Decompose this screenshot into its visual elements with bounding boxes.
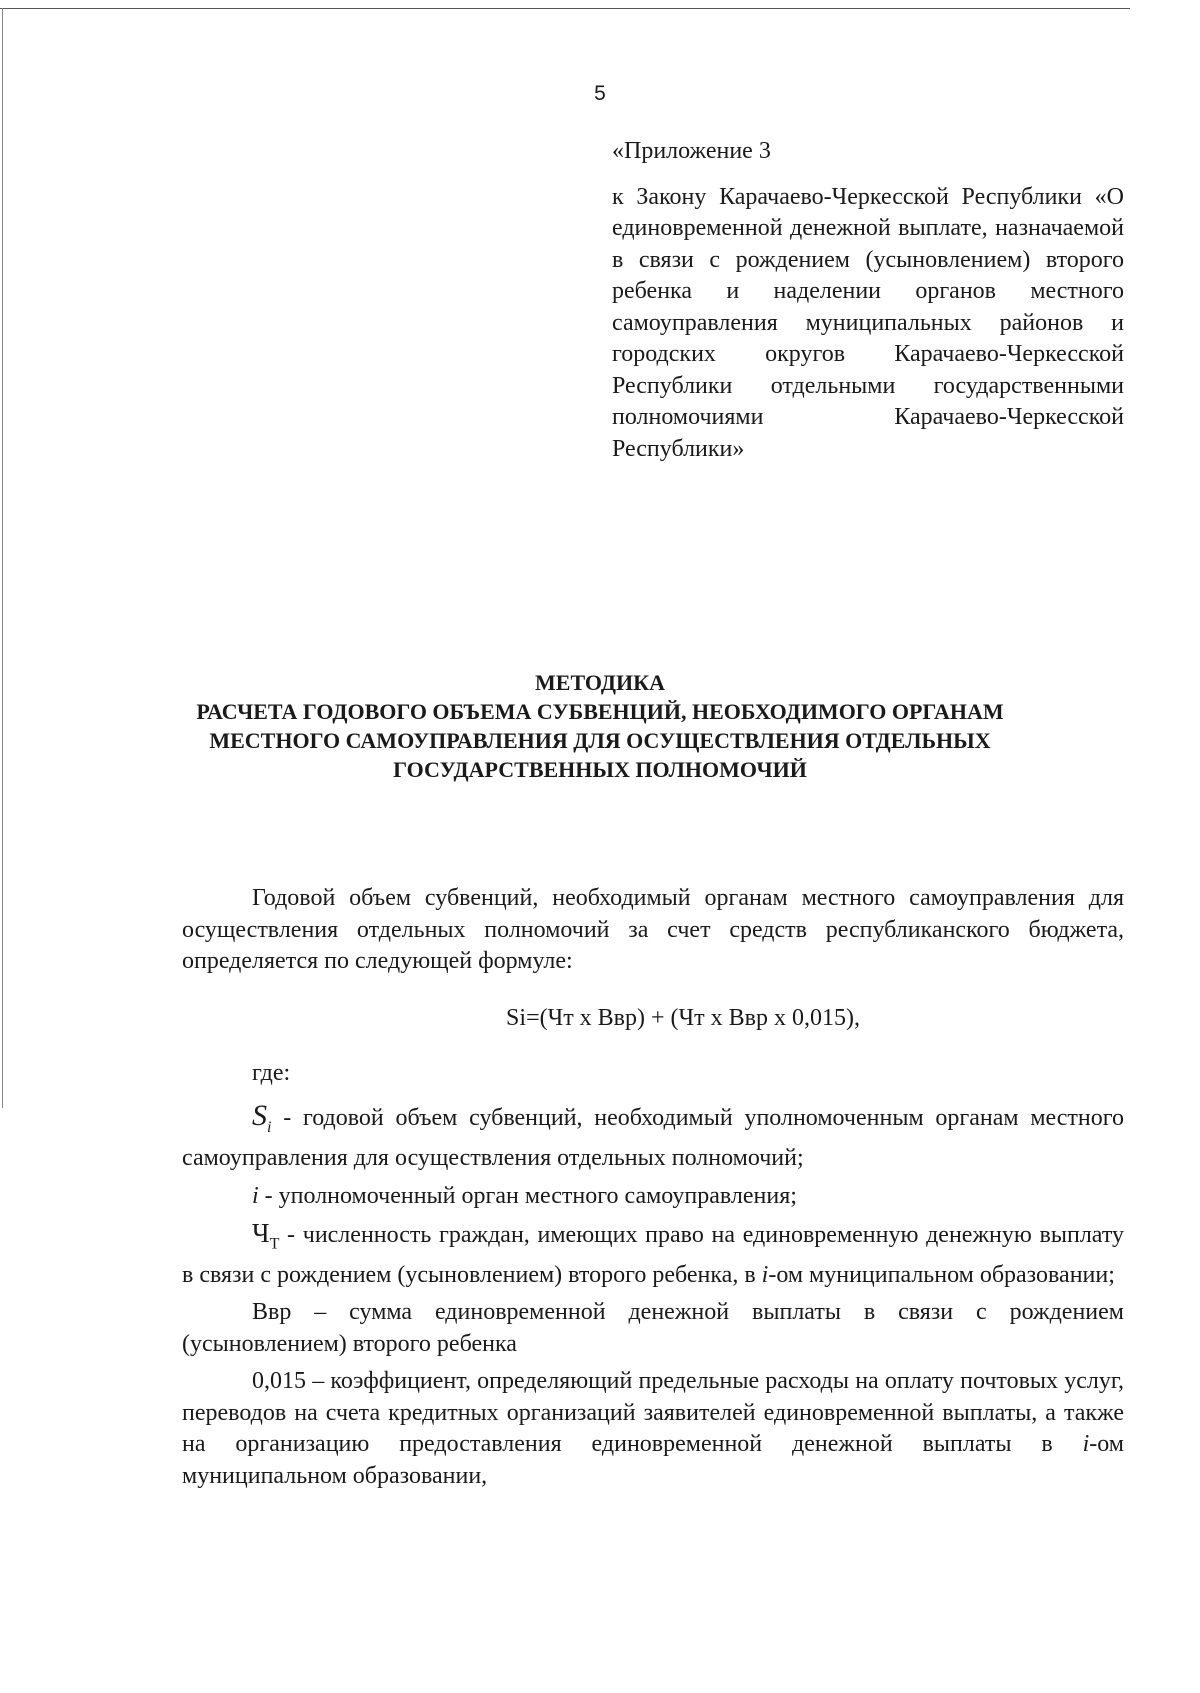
definition-coef-text-before: 0,015 – коэффициент, определяющий предельные расходы на оплату почтовых услуг, переводов на счета кредитных организаций заявителей единовременной выплаты, а также на организацию предоставления единовременной денежной выплаты в — [182, 1368, 1124, 1458]
where-label: где: — [252, 1060, 291, 1086]
document-heading — [160, 668, 1040, 784]
main-text — [182, 883, 1124, 1498]
definition-coef-italic: i — [1082, 1431, 1090, 1458]
appendix-block — [612, 136, 1124, 465]
heading-line-2: РАСЧЕТА ГОДОВОГО ОБЪЕМА СУБВЕНЦИЙ, НЕОБХОДИМОГО ОРГАНАМ — [196, 699, 1004, 724]
heading-line-4: ГОСУДАРСТВЕННЫХ ПОЛНОМОЧИЙ — [393, 757, 807, 782]
scan-border-left — [2, 8, 3, 1108]
page-number: 5 — [594, 82, 606, 105]
scan-border-top — [0, 8, 1130, 9]
appendix-title: «Приложение 3 — [612, 138, 771, 164]
definition-i-text: - уполномоченный орган местного самоуправления; — [258, 1182, 797, 1209]
intro-paragraph: Годовой объем субвенций, необходимый органам местного самоуправления для осуществления отдельных полномочий за счет средств республиканского бюджета, определяется по следующей формуле: — [182, 885, 1124, 974]
appendix-body: к Закону Карачаево-Черкесской Республики «О единовременной денежной выплате, назначаемой в связи с рождением (усыновлением) второго ребенка и наделении органов местного самоуправления муниципальных районов и городских округов Карачаево-Черкесской Республики отдельными государственными полномочиями Карачаево-Черкесской Республики» — [612, 183, 1124, 462]
definition-si — [182, 1100, 1124, 1175]
definition-vvr: Ввр – сумма единовременной денежной выплаты в связи с рождением (усыновлением) второго ребенка — [182, 1299, 1124, 1357]
symbol-i: i — [252, 1182, 259, 1209]
heading-line-3: МЕСТНОГО САМОУПРАВЛЕНИЯ ДЛЯ ОСУЩЕСТВЛЕНИЯ ОТДЕЛЬНЫХ — [209, 728, 991, 753]
formula: Si=(Чт х Ввр) + (Чт х Ввр х 0,015), — [506, 1004, 860, 1031]
symbol-si: $S_i$ — [252, 1098, 272, 1136]
definition-cht — [182, 1218, 1124, 1291]
definition-si-text: - годовой объем субвенций, необходимый уполномоченным органам местного самоуправления для осуществления отдельных полномочий; — [182, 1104, 1124, 1171]
definition-coef-text-after: -ом муниципальном образовании, — [182, 1431, 1124, 1489]
definition-cht-italic: i — [761, 1261, 769, 1288]
symbol-cht: $Ч_Т$ — [252, 1218, 280, 1253]
definition-i — [182, 1181, 1124, 1213]
heading-line-1: МЕТОДИКА — [535, 670, 665, 695]
definition-cht-text-before: - численность граждан, имеющих право на единовременную денежную выплату в связи с рождением (усыновлением) второго ребенка, в — [182, 1222, 1124, 1288]
definition-cht-text-after: -ом муниципальном образовании; — [768, 1261, 1115, 1288]
definition-coef — [182, 1366, 1124, 1492]
